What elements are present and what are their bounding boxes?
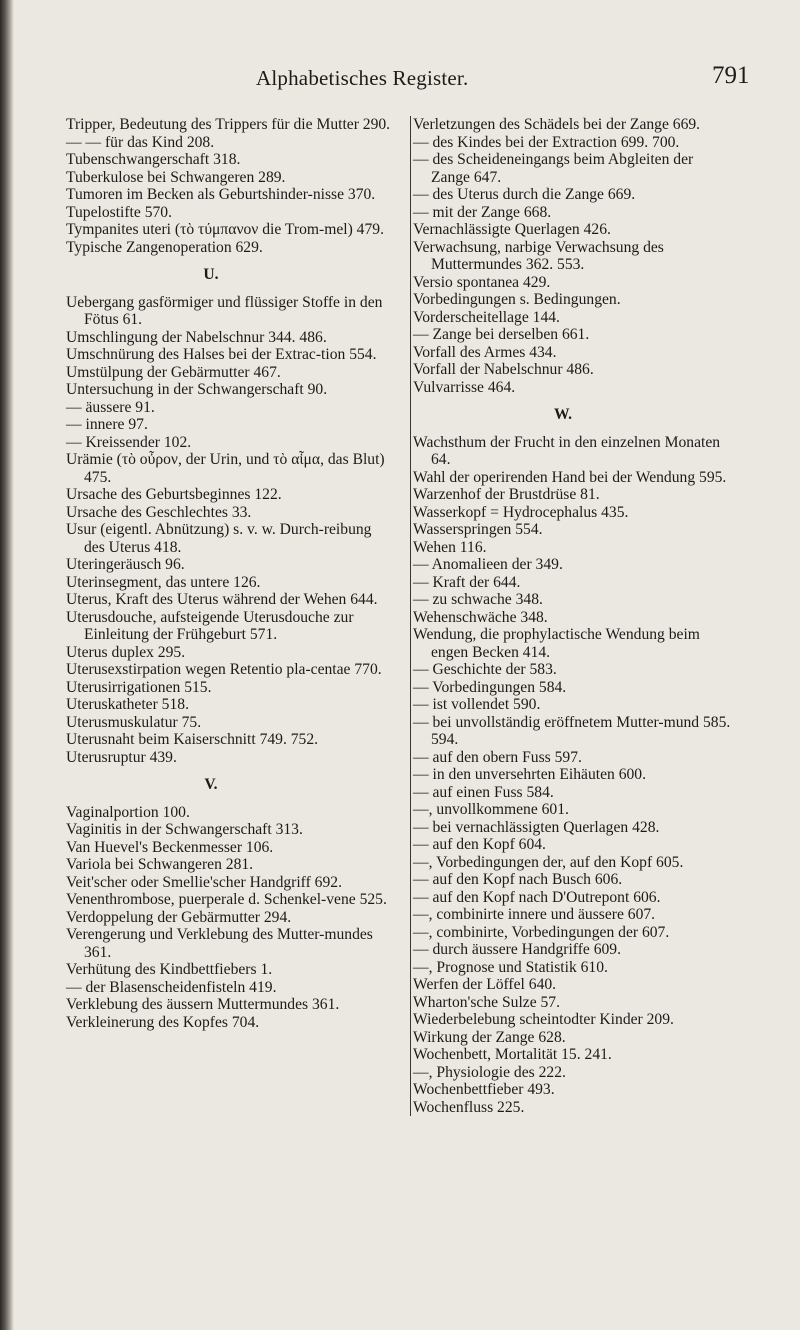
- index-entry: Tumoren im Becken als Geburtshinder-nisse 370.: [66, 186, 376, 203]
- index-entry: Ursache des Geburtsbeginnes 122.: [66, 486, 282, 503]
- index-entry: — bei unvollständig eröffnetem Mutter-mund 585. 594.: [413, 713, 731, 748]
- index-entry: Tympanites uteri (τὸ τύμπανον die Trom-mel) 479.: [66, 221, 384, 238]
- header-title: Alphabetisches Register.: [256, 66, 469, 90]
- index-entry: Werfen der Löffel 640.: [413, 976, 557, 993]
- index-entry: Umschnürung des Halses bei der Extrac-tion 554.: [66, 346, 377, 363]
- index-entry: — Zange bei derselben 661.: [413, 326, 590, 343]
- index-entry: Untersuchung in der Schwangerschaft 90.: [66, 381, 328, 398]
- index-entry: Wasserspringen 554.: [413, 521, 543, 538]
- index-entry: Vernachlässigte Querlagen 426.: [413, 221, 611, 238]
- index-entry: Wehen 116.: [413, 538, 487, 556]
- index-entry: Venenthrombose, puerperale d. Schenkel-vene 525.: [66, 891, 387, 908]
- index-entry: Uterus, Kraft des Uterus während der Wehen 644.: [66, 591, 378, 608]
- index-entry: Verhütung des Kindbettfiebers 1.: [66, 961, 273, 978]
- index-entry: — auf den Kopf nach D'Outrepont 606.: [413, 888, 661, 906]
- index-entry: — in den unversehrten Eihäuten 600.: [413, 766, 646, 783]
- index-entry: — Geschichte der 583.: [413, 661, 557, 678]
- index-entry: Verwachsung, narbige Verwachsung des Muttermundes 362. 553.: [413, 238, 664, 273]
- index-entry: Wendung, die prophylactische Wendung beim engen Becken 414.: [413, 626, 700, 661]
- index-entry: Umstülpung der Gebärmutter 467.: [66, 363, 281, 381]
- index-entry: Verkleinerung des Kopfes 704.: [66, 1013, 260, 1031]
- index-entry: —, combinirte, Vorbedingungen der 607.: [413, 923, 670, 941]
- index-column-right: [410, 116, 733, 1116]
- index-entry: Warzenhof der Brustdrüse 81.: [413, 486, 600, 503]
- section-letter-w: W.: [553, 406, 573, 423]
- entries-w: [413, 434, 733, 1117]
- entries-v-left: [66, 804, 396, 1032]
- index-entry: — auf den obern Fuss 597.: [413, 748, 582, 766]
- index-entry: Verengerung und Verklebung des Mutter-mundes 361.: [66, 926, 373, 961]
- index-entry: Vorfall der Nabelschnur 486.: [413, 361, 594, 378]
- index-entry: Uteringeräusch 96.: [66, 556, 185, 573]
- running-header: [0, 62, 800, 96]
- index-entry: Uterusirrigationen 515.: [66, 678, 212, 696]
- index-entry: Wahl der operirenden Hand bei der Wendung 595.: [413, 468, 727, 486]
- index-entry: Tubenschwangerschaft 318.: [66, 151, 241, 168]
- index-entry: Wochenfluss 225.: [413, 1098, 525, 1116]
- index-entry: —, Physiologie des 222.: [413, 1063, 566, 1081]
- index-entry: Wehenschwäche 348.: [413, 608, 548, 626]
- index-entry: — zu schwache 348.: [413, 591, 543, 608]
- index-entry: —, combinirte innere und äussere 607.: [413, 906, 656, 923]
- index-entry: Vaginitis in der Schwangerschaft 313.: [66, 821, 303, 838]
- index-entry: Wirkung der Zange 628.: [413, 1028, 566, 1046]
- index-entry: Usur (eigentl. Abnützung) s. v. w. Durch-reibung des Uterus 418.: [66, 521, 372, 556]
- index-entry: —, unvollkommene 601.: [413, 801, 569, 818]
- index-entry: Uterusruptur 439.: [66, 748, 177, 766]
- index-entry: — ist vollendet 590.: [413, 696, 541, 713]
- index-entry: Uebergang gasförmiger und flüssiger Stoffe in den Fötus 61.: [66, 293, 383, 328]
- page-number: 791: [712, 62, 750, 89]
- index-entry: Tripper, Bedeutung des Trippers für die Mutter 290.: [66, 116, 391, 133]
- index-entry: — bei vernachlässigten Querlagen 428.: [413, 818, 660, 836]
- index-entry: Wochenbettfieber 493.: [413, 1081, 555, 1098]
- index-entry: Wharton'sche Sulze 57.: [413, 993, 561, 1011]
- index-entry: Verdoppelung der Gebärmutter 294.: [66, 908, 292, 926]
- page-binding-edge: [0, 0, 14, 1330]
- index-entry: Uterus duplex 295.: [66, 643, 186, 661]
- index-entry: Van Huevel's Beckenmesser 106.: [66, 838, 274, 856]
- index-entry: —, Vorbedingungen der, auf den Kopf 605.: [413, 853, 684, 871]
- index-entry: Ursache des Geschlechtes 33.: [66, 503, 252, 521]
- index-column-left: [66, 116, 396, 1031]
- index-entry: Vorderscheitellage 144.: [413, 308, 560, 326]
- index-entry: Wachsthum der Frucht in den einzelnen Monaten 64.: [413, 433, 721, 468]
- index-entry: — auf den Kopf nach Busch 606.: [413, 871, 623, 888]
- index-entry: Vorfall des Armes 434.: [413, 343, 557, 361]
- index-entry: — auf einen Fuss 584.: [413, 783, 554, 801]
- index-entry: Typische Zangenoperation 629.: [66, 238, 263, 256]
- index-entry: Uterusexstirpation wegen Retentio pla-centae 770.: [66, 661, 382, 678]
- index-entry: Wochenbett, Mortalität 15. 241.: [413, 1046, 612, 1063]
- index-entry: Vaginalportion 100.: [66, 803, 190, 821]
- section-letter-v: V.: [204, 776, 218, 793]
- index-entry: —, Prognose und Statistik 610.: [413, 958, 608, 976]
- entries-u: [66, 294, 396, 767]
- index-entry: — der Blasenscheidenfisteln 419.: [66, 978, 277, 996]
- index-entry: Verklebung des äussern Muttermundes 361.: [66, 996, 340, 1013]
- section-letter-u: U.: [203, 266, 219, 283]
- index-entry: Tuberkulose bei Schwangeren 289.: [66, 168, 286, 186]
- index-entry: Uterusdouche, aufsteigende Uterusdouche zur Einleitung der Frühgeburt 571.: [66, 608, 354, 643]
- index-entry: Wiederbelebung scheintodter Kinder 209.: [413, 1011, 674, 1028]
- entries-t: [66, 116, 396, 256]
- index-entry: Versio spontanea 429.: [413, 273, 551, 291]
- index-entry: Umschlingung der Nabelschnur 344. 486.: [66, 328, 327, 346]
- entries-v-right: [413, 116, 733, 396]
- index-entry: — des Kindes bei der Extraction 699. 700.: [413, 133, 680, 151]
- index-entry: — äussere 91.: [66, 398, 155, 416]
- index-entry: — innere 97.: [66, 416, 148, 433]
- index-entry: Variola bei Schwangeren 281.: [66, 856, 254, 873]
- index-entry: Tupelostifte 570.: [66, 203, 172, 221]
- index-entry: — mit der Zange 668.: [413, 203, 552, 221]
- index-entry: — — für das Kind 208.: [66, 133, 215, 151]
- index-entry: — des Uterus durch die Zange 669.: [413, 186, 636, 203]
- index-entry: — auf den Kopf 604.: [413, 836, 546, 853]
- index-entry: — Kreissender 102.: [66, 433, 192, 451]
- index-entry: Uterusmuskulatur 75.: [66, 713, 202, 731]
- index-entry: — Kraft der 644.: [413, 573, 521, 591]
- index-entry: — Vorbedingungen 584.: [413, 678, 567, 696]
- index-entry: Verletzungen des Schädels bei der Zange 669.: [413, 116, 701, 133]
- index-entry: — Anomalieen der 349.: [413, 556, 563, 573]
- index-entry: Vulvarrisse 464.: [413, 378, 516, 396]
- index-entry: Wasserkopf = Hydrocephalus 435.: [413, 503, 629, 521]
- index-entry: Uterinsegment, das untere 126.: [66, 573, 261, 591]
- index-entry: Veit'scher oder Smellie'scher Handgriff 692.: [66, 873, 342, 891]
- index-entry: — des Scheideneingangs beim Abgleiten der Zange 647.: [413, 151, 694, 186]
- index-entry: Vorbedingungen s. Bedingungen.: [413, 291, 621, 308]
- index-entry: Uterusnaht beim Kaiserschnitt 749. 752.: [66, 731, 319, 748]
- index-entry: — durch äussere Handgriffe 609.: [413, 941, 621, 958]
- index-entry: Uteruskatheter 518.: [66, 696, 189, 713]
- index-entry: Urämie (τὸ οὖρον, der Urin, und τὸ αἷμα, das Blut) 475.: [66, 451, 385, 486]
